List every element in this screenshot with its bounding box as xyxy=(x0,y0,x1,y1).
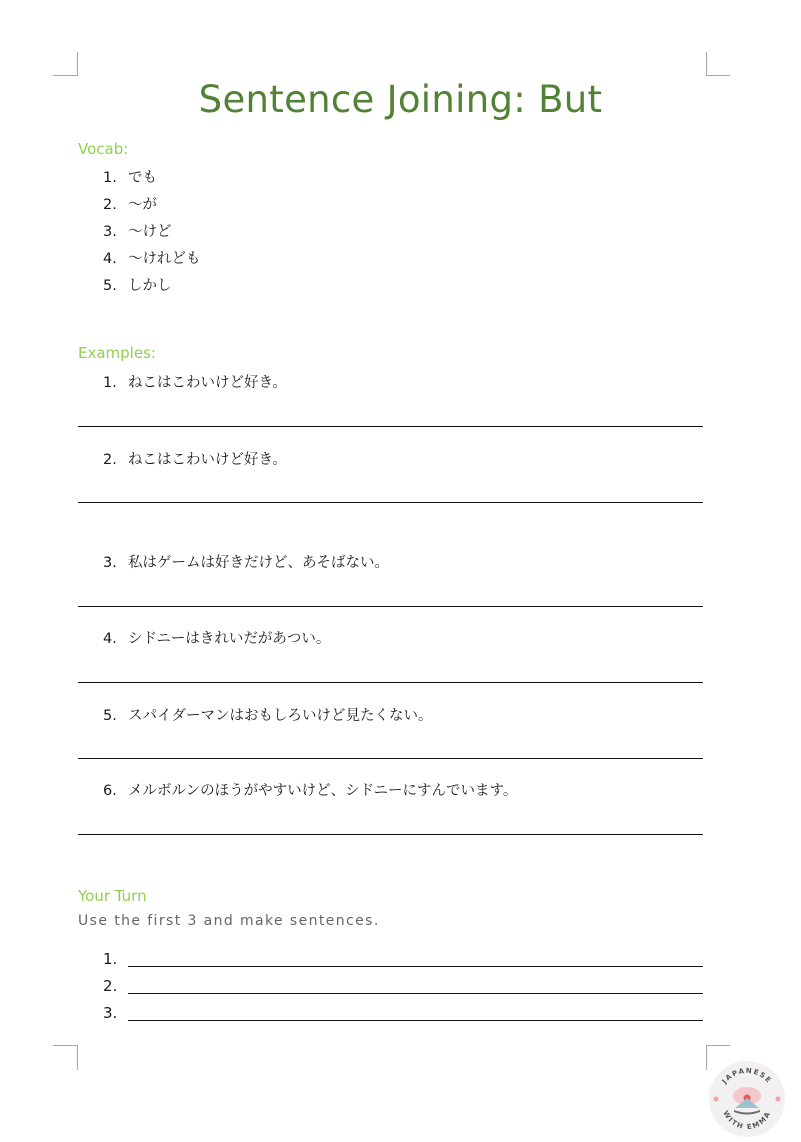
vocab-item xyxy=(103,193,157,214)
vocab-number: 2. xyxy=(103,197,117,213)
vocab-item xyxy=(103,274,172,295)
crop-mark-top-left xyxy=(53,52,78,76)
vocab-text: しかし xyxy=(128,278,172,294)
example-text: スパイダーマンはおもしろいけど見たくない。 xyxy=(128,708,433,724)
vocab-item xyxy=(103,220,172,241)
example-item xyxy=(103,371,287,392)
answer-line[interactable] xyxy=(78,834,703,835)
vocab-number: 4. xyxy=(103,251,117,267)
example-item xyxy=(103,551,389,572)
svg-text:WITH EMMA: WITH EMMA xyxy=(721,1109,773,1132)
answer-line[interactable] xyxy=(78,758,703,759)
turn-answer-line[interactable] xyxy=(128,1020,703,1021)
example-text: 私はゲームは好きだけど、あそばない。 xyxy=(128,555,389,571)
answer-line[interactable] xyxy=(78,682,703,683)
turn-number: 2. xyxy=(103,977,118,995)
example-text: ねこはこわいけど好き。 xyxy=(128,452,287,468)
example-item xyxy=(103,627,330,648)
answer-line[interactable] xyxy=(78,502,703,503)
turn-number: 1. xyxy=(103,950,118,968)
example-number: 1. xyxy=(103,375,117,391)
example-number: 3. xyxy=(103,555,117,571)
example-text: シドニーはきれいだがあつい。 xyxy=(128,631,331,647)
vocab-text: 〜が xyxy=(128,197,157,213)
example-number: 6. xyxy=(103,783,117,799)
your-turn-heading: Your Turn xyxy=(78,887,147,905)
answer-line[interactable] xyxy=(78,606,703,607)
vocab-text: でも xyxy=(128,170,157,186)
page-title: Sentence Joining: But xyxy=(198,78,603,121)
turn-answer-line[interactable] xyxy=(128,966,703,967)
example-item xyxy=(103,448,287,469)
example-number: 4. xyxy=(103,631,117,647)
example-text: メルボルンのほうがやすいけど、シドニーにすんでいます。 xyxy=(128,783,518,799)
your-turn-instruction: Use the first 3 and make sentences. xyxy=(78,913,380,929)
example-number: 5. xyxy=(103,708,117,724)
crop-mark-bottom-left xyxy=(53,1045,78,1070)
svg-text:JAPANESE: JAPANESE xyxy=(720,1066,774,1086)
vocab-heading: Vocab: xyxy=(78,140,129,158)
example-item xyxy=(103,704,433,725)
turn-number: 3. xyxy=(103,1004,118,1022)
example-text: ねこはこわいけど好き。 xyxy=(128,375,287,391)
vocab-text: 〜けれども xyxy=(128,251,201,267)
vocab-item xyxy=(103,247,201,268)
vocab-number: 1. xyxy=(103,170,117,186)
vocab-number: 3. xyxy=(103,224,117,240)
examples-heading: Examples: xyxy=(78,344,156,362)
cherry-blossom-mountain-icon xyxy=(708,1060,786,1138)
vocab-number: 5. xyxy=(103,278,117,294)
japanese-with-emma-logo xyxy=(708,1060,786,1138)
crop-mark-top-right xyxy=(706,52,730,76)
vocab-item xyxy=(103,166,157,187)
example-item xyxy=(103,779,517,800)
turn-answer-line[interactable] xyxy=(128,993,703,994)
example-number: 2. xyxy=(103,452,117,468)
vocab-text: 〜けど xyxy=(128,224,172,240)
answer-line[interactable] xyxy=(78,426,703,427)
